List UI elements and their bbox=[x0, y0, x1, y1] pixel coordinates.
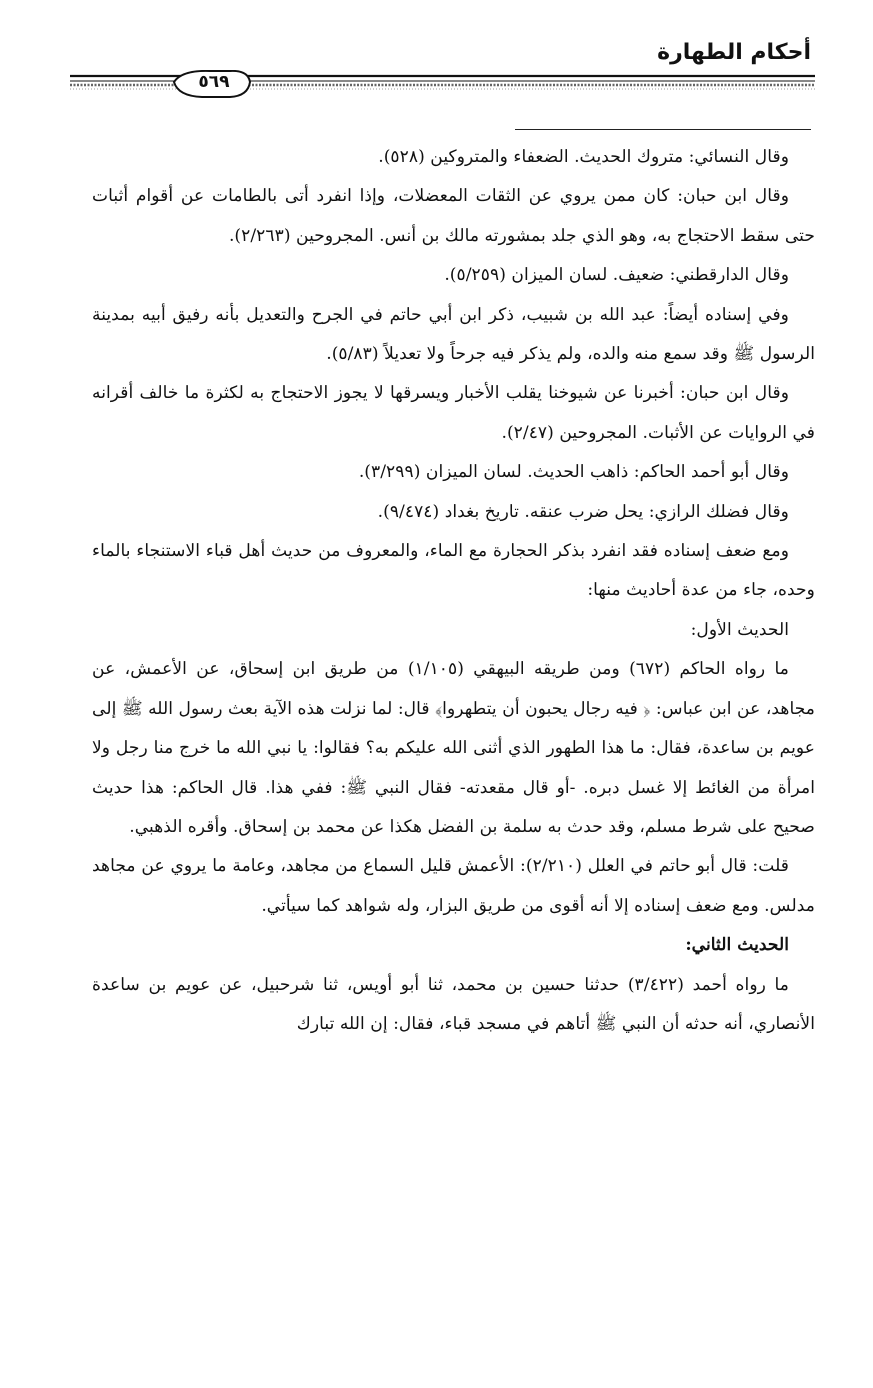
paragraph: ومع ضعف إسناده فقد انفرد بذكر الحجارة مع الماء، والمعروف من حديث أهل قباء الاستنجاء بالماء وحده، جاء من عدة أحاديث منها: bbox=[92, 541, 815, 601]
footnote-text bbox=[92, 138, 815, 1044]
paragraph: ما رواه الحاكم (٦٧٢) ومن طريقه البيهقي (١/١٠٥) من طريق ابن إسحاق، عن الأعمش، عن مجاهد، عن ابن عباس: ﴿ فيه رجال يحبون أن يتطهروا﴾ قال: لما نزلت هذه الآية بعث رسول الله ﷺ إلى عويم بن ساعدة، فقال: ما هذا الطهور الذي أثنى الله عليكم به؟ فقالوا: يا نبي الله ما خرج منا رجل ولا امرأة من الغائط إلا غسل دبره. -أو قال مقعدته- فقال النبي ﷺ: ففي هذا. قال الحاكم: هذا حديث صحيح على شرط مسلم، وقد حدث به سلمة بن الفضل هكذا عن محمد بن إسحاق. وأقره الذهبي. bbox=[92, 659, 815, 837]
paragraph: ما رواه أحمد (٣/٤٢٢) حدثنا حسين بن محمد، ثنا أبو أويس، ثنا شرحبيل، عن عويم بن ساعدة الأنصاري، أنه حدثه أن النبي ﷺ أتاهم في مسجد قباء، فقال: إن الله تبارك bbox=[92, 974, 815, 1034]
paragraph: قلت: قال أبو حاتم في العلل (٢/٢١٠): الأعمش قليل السماع من مجاهد، وعامة ما يروي عن مجاهد مدلس. ومع ضعف إسناده إلا أنه أقوى من طريق البزار، وله شواهد كما سيأتي. bbox=[92, 856, 815, 916]
paragraph: وقال ابن حبان: أخبرنا عن شيوخنا يقلب الأخبار ويسرقها لا يجوز الاحتجاج به لكثرة ما خالف أقرانه في الروايات عن الأثبات. المجروحين (٢/٤٧). bbox=[92, 383, 815, 443]
footnote-separator bbox=[515, 129, 811, 130]
section-heading-first-hadith: الحديث الأول: bbox=[690, 619, 789, 640]
section-heading-second-hadith: الحديث الثاني: bbox=[685, 935, 789, 956]
paragraph: وقال النسائي: متروك الحديث. الضعفاء والمتروكين (٥٢٨). bbox=[378, 147, 789, 167]
paragraph: وقال فضلك الرازي: يحل ضرب عنقه. تاريخ بغداد (٩/٤٧٤). bbox=[377, 501, 789, 522]
running-header-title: أحكام الطهارة bbox=[657, 40, 811, 65]
paragraph: وقال أبو أحمد الحاكم: ذاهب الحديث. لسان الميزان (٣/٢٩٩). bbox=[358, 462, 789, 483]
paragraph: وقال الدارقطني: ضعيف. لسان الميزان (٥/٢٥٩). bbox=[444, 265, 789, 286]
paragraph: وقال ابن حبان: كان ممن يروي عن الثقات المعضلات، وإذا انفرد أتى بالطامات عن أقوام أثبات حتى سقط الاحتجاج به، وهو الذي جلد بمشورته مالك بن أنس. المجروحين (٢/٢٦٣). bbox=[92, 186, 815, 246]
page-number: ٥٦٩ bbox=[198, 72, 230, 92]
paragraph: وفي إسناده أيضاً: عبد الله بن شبيب، ذكر ابن أبي حاتم في الجرح والتعديل بأنه رفيق أبيه بمدينة الرسول ﷺ وقد سمع منه والده، ولم يذكر فيه جرحاً ولا تعديلاً (٥/٨٣). bbox=[92, 304, 815, 365]
